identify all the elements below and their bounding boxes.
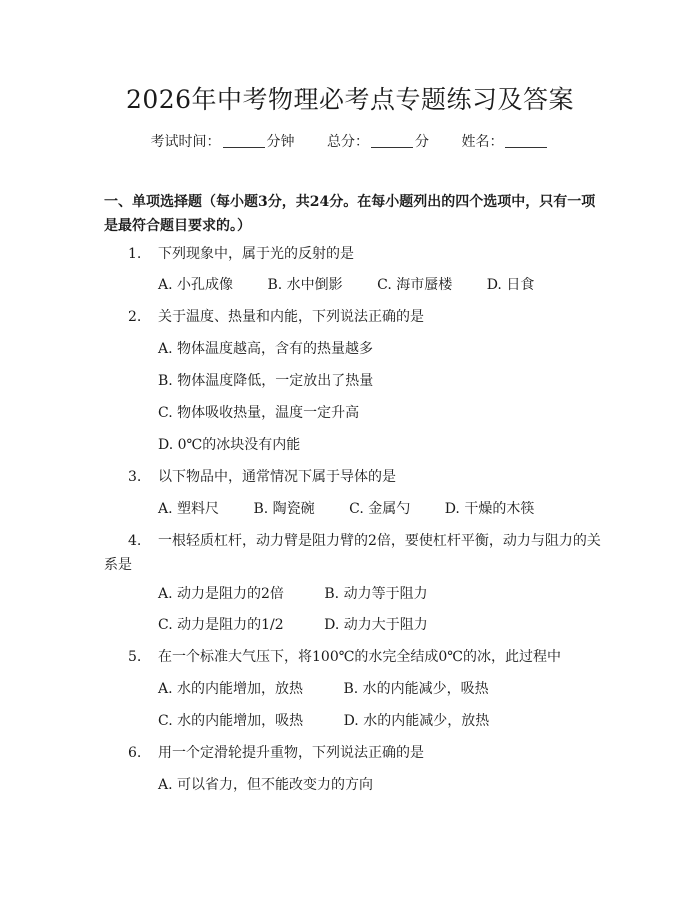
option: A. 水的内能增加，放热 xyxy=(158,681,304,697)
option: A. 小孔成像 xyxy=(158,277,234,293)
exam-score xyxy=(327,131,429,151)
option: D. 日食 xyxy=(486,277,535,293)
question-text: 用一个定滑轮提升重物，下列说法正确的是 xyxy=(158,745,424,761)
score-blank xyxy=(371,133,413,148)
option: D. 干燥的木筷 xyxy=(444,501,535,517)
question-4-options-row1 xyxy=(158,582,464,606)
exam-time xyxy=(151,131,295,151)
question-5 xyxy=(104,645,604,669)
question-text: 在一个标准大气压下，将100℃的水完全结成0℃的冰，此过程中 xyxy=(158,649,561,665)
exam-meta xyxy=(0,131,700,151)
question-5-options-row1 xyxy=(158,677,525,701)
question-2 xyxy=(104,305,604,329)
question-number: 4. xyxy=(128,533,142,549)
section-heading: 一、单项选择题（每小题3分，共24分。在每小题列出的四个选项中，只有一项是最符合题目要求的。） xyxy=(104,194,596,234)
question-number: 3. xyxy=(128,469,142,485)
question-text: 一根轻质杠杆，动力臂是阻力臂的2倍，要使杠杆平衡，动力与阻力的关系是 xyxy=(104,533,601,573)
question-text: 关于温度、热量和内能，下列说法正确的是 xyxy=(158,309,424,325)
option: C. 水的内能增加，吸热 xyxy=(158,713,304,729)
page-title: 2026年中考物理必考点专题练习及答案 xyxy=(125,85,575,114)
option: B. 动力等于阻力 xyxy=(324,586,428,602)
question-4 xyxy=(104,529,604,577)
question-text: 下列现象中，属于光的反射的是 xyxy=(158,246,354,262)
score-unit: 分 xyxy=(415,134,429,150)
question-number: 6. xyxy=(128,745,142,761)
option: C. 动力是阻力的1/2 xyxy=(158,617,284,633)
time-unit: 分钟 xyxy=(266,134,295,150)
time-label: 考试时间： xyxy=(150,134,221,150)
name-blank xyxy=(505,133,547,148)
option: A. 塑料尺 xyxy=(158,501,220,517)
option: C. 海市蜃楼 xyxy=(377,277,453,293)
option: B. 水中倒影 xyxy=(267,277,343,293)
option: D. 动力大于阻力 xyxy=(324,617,428,633)
question-5-options-row2 xyxy=(158,709,525,733)
option: C. 金属勺 xyxy=(349,501,411,517)
question-2-option-b: B. 物体温度降低，一定放出了热量 xyxy=(158,373,374,389)
exam-name xyxy=(461,131,549,151)
time-blank xyxy=(223,133,265,148)
name-label: 姓名： xyxy=(461,134,504,150)
question-2-option-a: A. 物体温度越高，含有的热量越多 xyxy=(158,341,374,357)
question-2-option-d: D. 0℃的冰块没有内能 xyxy=(158,437,301,453)
question-text: 以下物品中，通常情况下属于导体的是 xyxy=(158,469,396,485)
question-4-options-row2 xyxy=(158,613,464,637)
question-3 xyxy=(104,465,604,489)
question-6-option-a: A. 可以省力，但不能改变力的方向 xyxy=(158,777,374,793)
question-3-options xyxy=(158,497,564,521)
question-number: 5. xyxy=(128,649,142,665)
option: A. 动力是阻力的2倍 xyxy=(158,586,284,602)
question-1-options xyxy=(158,273,564,297)
question-2-option-c: C. 物体吸收热量，温度一定升高 xyxy=(158,405,360,421)
question-6 xyxy=(104,741,604,765)
question-number: 1. xyxy=(128,246,142,262)
option: B. 陶瓷碗 xyxy=(253,501,315,517)
question-1 xyxy=(104,242,604,266)
score-label: 总分： xyxy=(327,134,369,150)
option: B. 水的内能减少，吸热 xyxy=(343,681,489,697)
question-number: 2. xyxy=(128,309,142,325)
option: D. 水的内能减少，放热 xyxy=(343,713,490,729)
